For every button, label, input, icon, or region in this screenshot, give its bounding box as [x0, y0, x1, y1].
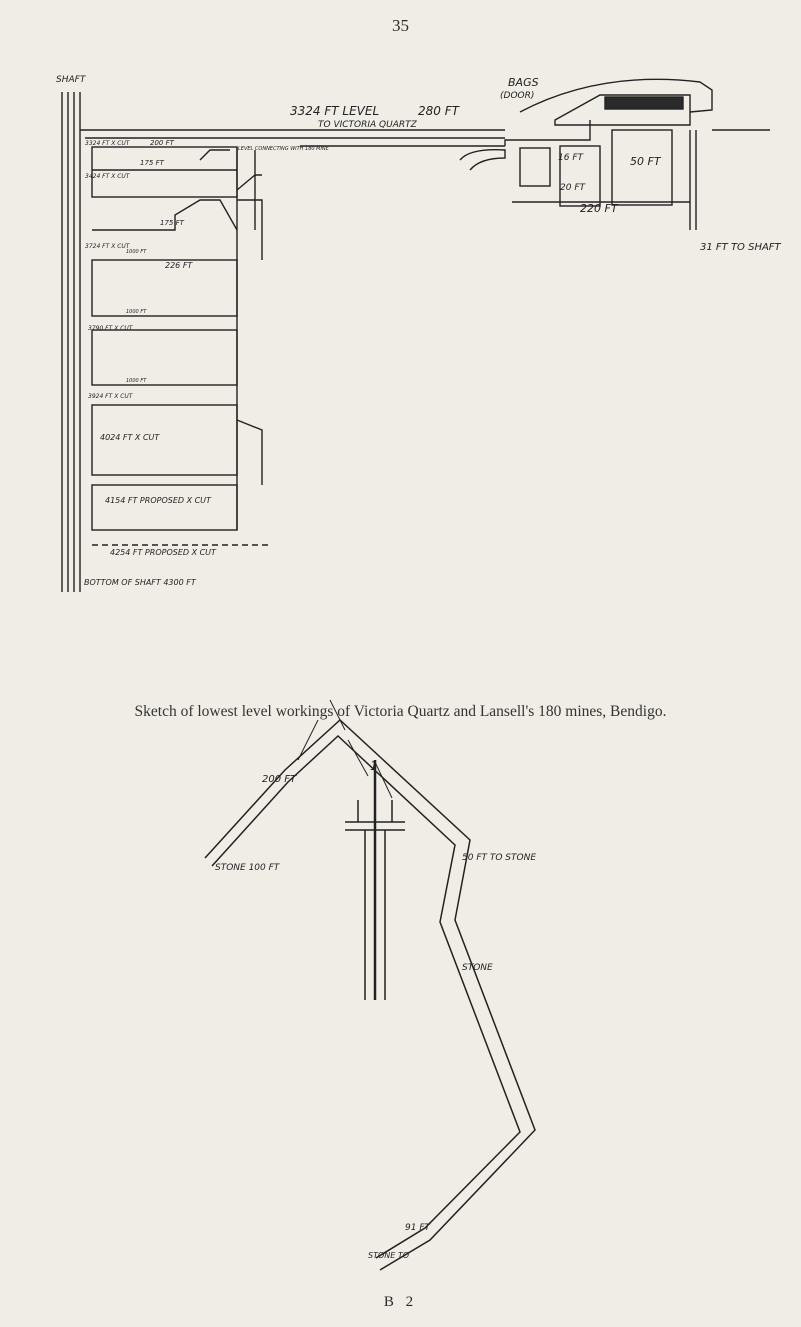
label-xcut3: 3724 FT X CUT — [85, 243, 130, 250]
label-1000c: 1000 FT — [126, 378, 147, 384]
label-level: 3324 FT LEVEL — [290, 104, 380, 118]
label-175b: 175 FT — [160, 219, 184, 227]
vein-label-bottom: 91 FT — [405, 1223, 430, 1233]
label-prop2: 4254 FT PROPOSED X CUT — [110, 548, 216, 557]
vein-label-right: 50 FT TO STONE — [462, 853, 537, 863]
label-shaft: SHAFT — [56, 75, 86, 85]
figure-caption: Sketch of lowest level workings of Victoria Quartz and Lansell's 180 mines, Bendigo. — [134, 703, 667, 720]
label-xcut4: 3790 FT X CUT — [88, 325, 133, 332]
label-16ft: 16 FT — [558, 153, 583, 163]
label-xcut5: 3924 FT X CUT — [88, 393, 133, 400]
label-280: 280 FT — [418, 104, 459, 118]
label-226: 226 FT — [165, 261, 193, 270]
label-bags: BAGS — [508, 76, 539, 89]
vein-label-bottom-chain: STONE TO — [368, 1251, 410, 1260]
vein-label-right-stone: STONE — [462, 963, 493, 973]
vein-label-center: 1 — [370, 759, 378, 773]
label-xcut6: 4024 FT X CUT — [100, 433, 160, 442]
label-xcut1: 3324 FT X CUT — [85, 140, 130, 147]
page-number: 35 — [392, 16, 409, 35]
printer-signature: B 2 — [383, 1294, 418, 1310]
label-1000b: 1000 FT — [126, 309, 147, 315]
label-to-shaft: 31 FT TO SHAFT — [700, 242, 781, 253]
label-bottom: BOTTOM OF SHAFT 4300 FT — [84, 578, 196, 587]
label-level-conn: LEVEL CONNECTING WITH 180 MINE — [238, 146, 329, 152]
label-xcut2: 3424 FT X CUT — [85, 173, 130, 180]
label-drive1: 200 FT — [150, 139, 174, 147]
label-20ft: 20 FT — [560, 183, 585, 193]
label-1000a: 1000 FT — [126, 249, 147, 255]
label-to-victoria: TO VICTORIA QUARTZ — [318, 120, 417, 130]
label-50ft: 50 FT — [630, 155, 661, 168]
label-prop1: 4154 FT PROPOSED X CUT — [105, 496, 211, 505]
label-door: (DOOR) — [500, 91, 535, 101]
label-220ft: 220 FT — [580, 202, 618, 215]
vein-label-left-chain: STONE 100 FT — [215, 863, 280, 873]
label-175a: 175 FT — [140, 159, 164, 167]
vein-label-top: 200 FT — [262, 774, 297, 785]
